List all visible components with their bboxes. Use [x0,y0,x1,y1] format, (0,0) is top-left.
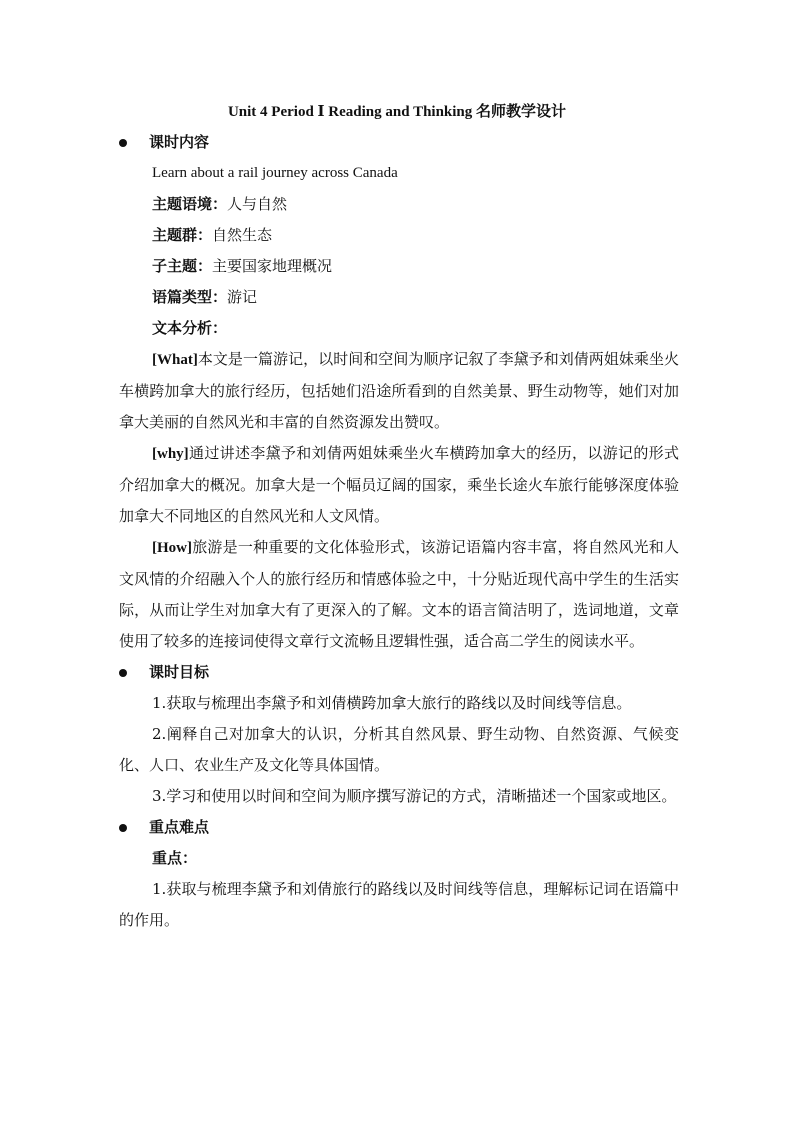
document-body [119,127,679,936]
key-points-label: 重点： [152,849,198,867]
paragraph-why: [why]通过讲述李黛予和刘倩两姐妹乘坐火车横跨加拿大的经历，以游记的形式介绍加拿大的概况。加拿大是一个幅员辽阔的国家，乘坐长途火车旅行能够深度体验加拿大不同地区的自然风光和人文风情。 [119,444,679,525]
key-point-item: 1.获取与梳理李黛予和刘倩旅行的路线以及时间线等信息，理解标记词在语篇中的作用。 [119,880,679,929]
field-theme-context: 主题语境：人与自然 [152,195,288,213]
field-text-type: 语篇类型：游记 [152,288,258,306]
field-sub-theme: 子主题：主要国家地理概况 [152,257,333,275]
field-theme-group: 主题群：自然生态 [152,226,273,244]
bullet-icon [119,139,127,147]
goal-item: 2.阐释自己对加拿大的认识，分析其自然风景、野生动物、自然资源、气候变化、人口、农业生产及文化等具体国情。 [119,725,679,774]
document-title: Unit 4 Period Ⅰ Reading and Thinking 名师教学设计 [227,104,567,120]
text-analysis-label: 文本分析： [152,319,228,337]
lesson-intro: Learn about a rail journey across Canada [152,165,398,181]
paragraph-how: [How]旅游是一种重要的文化体验形式，该游记语篇内容丰富，将自然风光和人文风情的介绍融入个人的旅行经历和情感体验之中，十分贴近现代高中学生的生活实际，从而让学生对加拿大有了更深入的了解。文本的语言简洁明了，选词地道，文章使用了较多的连接词使得文章行文流畅且逻辑性强，适合高二学生的阅读水平。 [119,538,679,650]
section-heading-lesson-goals: 课时目标 [119,657,679,688]
goal-item: 3.学习和使用以时间和空间为顺序撰写游记的方式，清晰描述一个国家或地区。 [152,787,677,805]
section-heading-lesson-content: 课时内容 [119,127,679,158]
paragraph-what: [What]本文是一篇游记，以时间和空间为顺序记叙了李黛予和刘倩两姐妹乘坐火车横跨加拿大的旅行经历，包括她们沿途所看到的自然美景、野生动物等，她们对加拿大美丽的自然风光和丰富的自然资源发出赞叹。 [119,350,679,431]
section-heading-key-difficult-points: 重点难点 [119,812,679,843]
bullet-icon [119,824,127,832]
bullet-icon [119,669,127,677]
goal-item: 1.获取与梳理出李黛予和刘倩横跨加拿大旅行的路线以及时间线等信息。 [152,694,632,712]
